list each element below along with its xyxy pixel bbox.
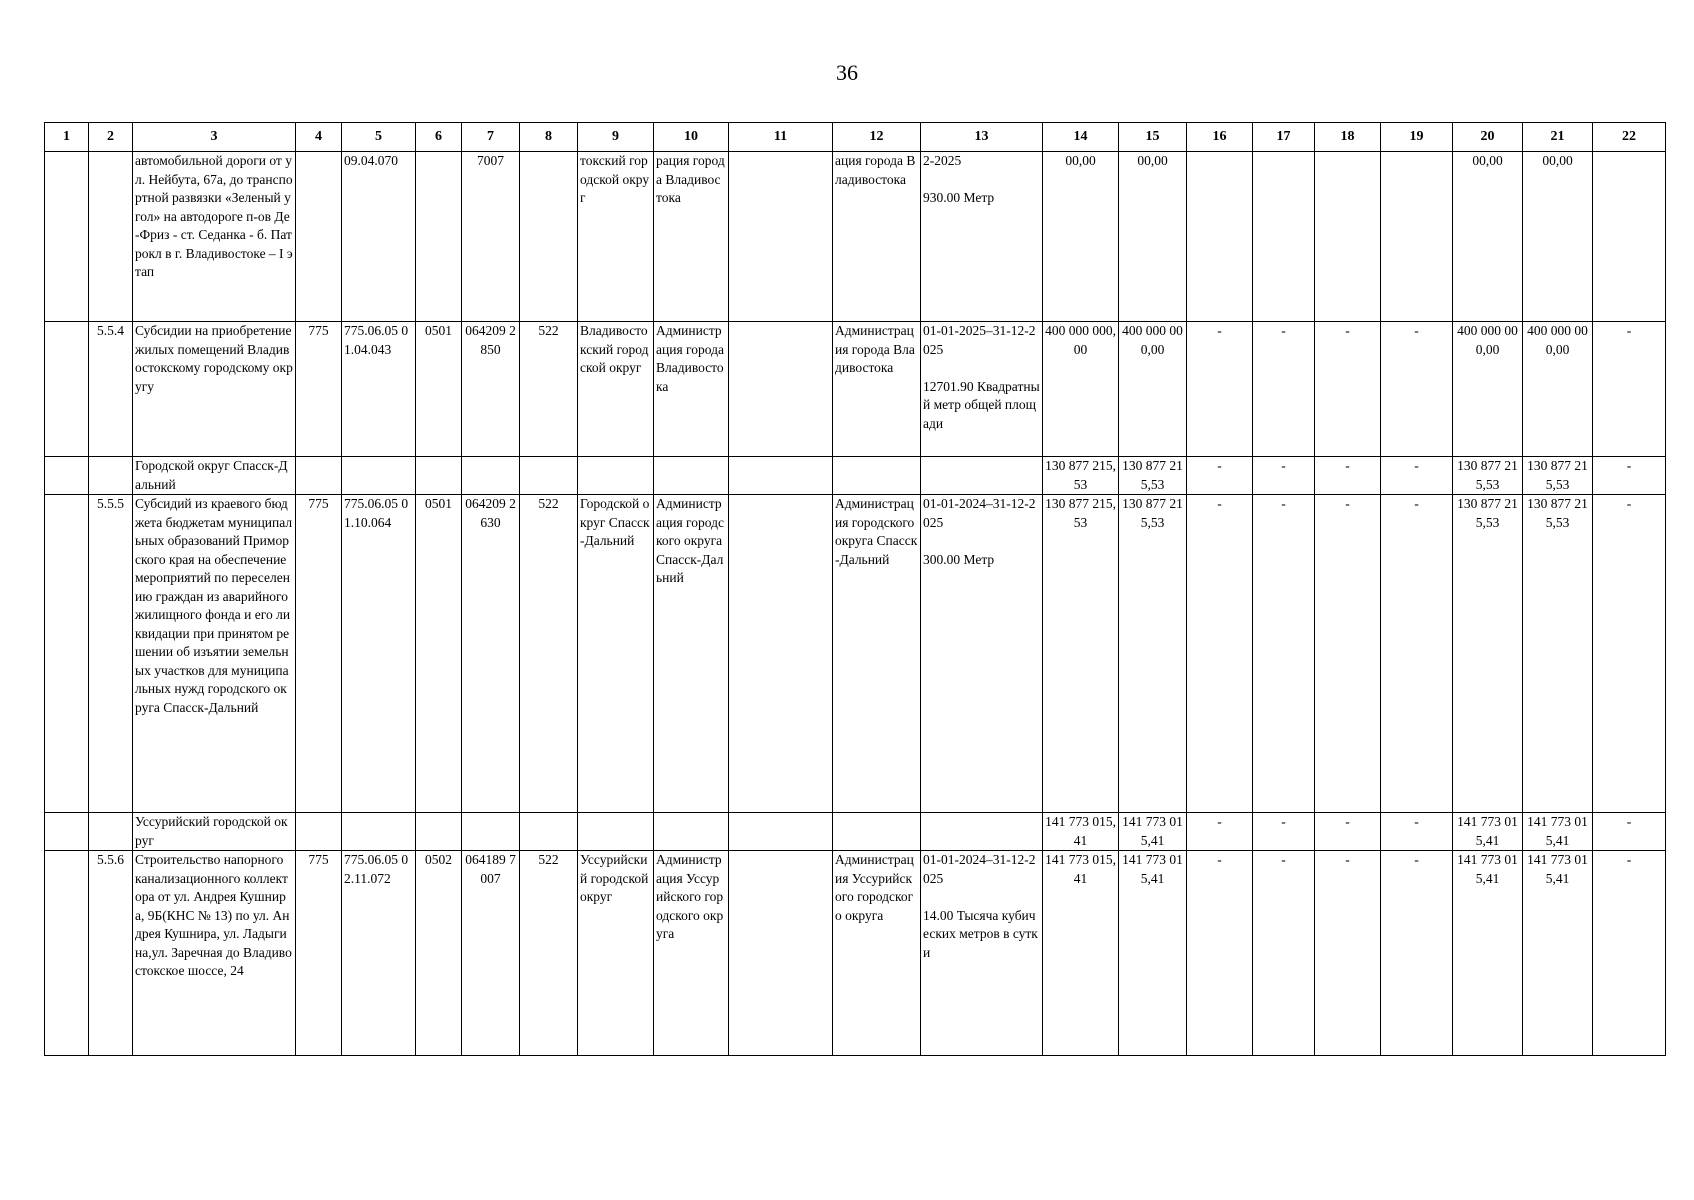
cell-col18: - [1315, 851, 1381, 1056]
cell-description: Субсидий из краевого бюджета бюджетам муниципальных образований Приморского края на обеспечение мероприятий по переселению граждан из аварийного жилищного фонда и его ликвидации при принятом решении об изъятии земельных участков для муниципальных нужд городского округа Спасск-Дальний [133, 495, 296, 813]
cell-item-number: 5.5.6 [89, 851, 133, 1056]
cell-col17: - [1253, 457, 1315, 495]
cell-col21: 400 000 000,00 [1523, 322, 1593, 457]
cell-col6: 0501 [416, 322, 462, 457]
cell-col22: - [1593, 457, 1666, 495]
cell-col19 [1381, 152, 1453, 322]
cell-col12 [833, 457, 921, 495]
cell-col17: - [1253, 851, 1315, 1056]
cell-col4: 775 [296, 322, 342, 457]
cell-col15: 00,00 [1119, 152, 1187, 322]
budget-table [44, 122, 1666, 1056]
cell-col20: 141 773 015,41 [1453, 813, 1523, 851]
cell-col5: 09.04.070 [342, 152, 416, 322]
cell-col19: - [1381, 457, 1453, 495]
cell-col8: 522 [520, 322, 578, 457]
cell-col18: - [1315, 322, 1381, 457]
column-header: 11 [729, 123, 833, 152]
table-row-subtotal [45, 457, 1666, 495]
column-header: 15 [1119, 123, 1187, 152]
column-header: 9 [578, 123, 654, 152]
cell-item-number [89, 813, 133, 851]
cell-col5: 775.06.05 02.11.072 [342, 851, 416, 1056]
cell-col4 [296, 152, 342, 322]
cell-description: Строительство напорного канализационного коллектора от ул. Андрея Кушнира, 9Б(КНС № 13) по ул. Андрея Кушнира, ул. Ладыгина,ул. Заречная до Владивостокское шоссе, 24 [133, 851, 296, 1056]
cell-col5 [342, 813, 416, 851]
table-row-subtotal [45, 813, 1666, 851]
cell-col16: - [1187, 495, 1253, 813]
cell-col5: 775.06.05 01.10.064 [342, 495, 416, 813]
cell-col14: 130 877 215,53 [1043, 457, 1119, 495]
cell-col12: Администрация Уссурийского городского округа [833, 851, 921, 1056]
column-header: 8 [520, 123, 578, 152]
cell-col9 [578, 457, 654, 495]
cell-col4: 775 [296, 495, 342, 813]
cell-col6 [416, 152, 462, 322]
cell-col8 [520, 152, 578, 322]
cell-col5: 775.06.05 01.04.043 [342, 322, 416, 457]
cell-col21: 130 877 215,53 [1523, 495, 1593, 813]
cell-col15: 141 773 015,41 [1119, 851, 1187, 1056]
cell-col19: - [1381, 813, 1453, 851]
cell-col14: 141 773 015,41 [1043, 851, 1119, 1056]
cell-item-number [89, 152, 133, 322]
cell-col20: 400 000 000,00 [1453, 322, 1523, 457]
cell-col20: 00,00 [1453, 152, 1523, 322]
cell-col22: - [1593, 813, 1666, 851]
cell-col22: - [1593, 322, 1666, 457]
cell-col14: 130 877 215,53 [1043, 495, 1119, 813]
column-header: 13 [921, 123, 1043, 152]
cell-col19: - [1381, 851, 1453, 1056]
cell-col10: Администрация Уссурийского городского округа [654, 851, 729, 1056]
cell-col9: Городской округ Спасск-Дальний [578, 495, 654, 813]
cell-col10: Администрация городского округа Спасск-Дальний [654, 495, 729, 813]
cell-description: Уссурийский городской округ [133, 813, 296, 851]
cell-col21: 141 773 015,41 [1523, 851, 1593, 1056]
cell-col14: 141 773 015,41 [1043, 813, 1119, 851]
column-header: 1 [45, 123, 89, 152]
cell-item-number [89, 457, 133, 495]
cell-col20: 130 877 215,53 [1453, 457, 1523, 495]
cell-col7 [462, 813, 520, 851]
cell-col7: 7007 [462, 152, 520, 322]
table-row [45, 495, 1666, 813]
cell-col6: 0502 [416, 851, 462, 1056]
cell-col12: Администрация городского округа Спасск-Дальний [833, 495, 921, 813]
column-header: 2 [89, 123, 133, 152]
cell-col8 [520, 457, 578, 495]
cell-col11 [729, 152, 833, 322]
cell-description: Городской округ Спасск-Дальний [133, 457, 296, 495]
cell-col10 [654, 457, 729, 495]
cell-col9: Уссурийский городской округ [578, 851, 654, 1056]
cell-col21: 141 773 015,41 [1523, 813, 1593, 851]
cell-col13: 2-2025 930.00 Метр [921, 152, 1043, 322]
column-header: 22 [1593, 123, 1666, 152]
column-header: 6 [416, 123, 462, 152]
cell-col11 [729, 457, 833, 495]
cell-col13 [921, 813, 1043, 851]
budget-table-container [44, 122, 1661, 1056]
cell-col8: 522 [520, 851, 578, 1056]
table-row [45, 152, 1666, 322]
cell-col4: 775 [296, 851, 342, 1056]
cell-col11 [729, 851, 833, 1056]
column-header: 3 [133, 123, 296, 152]
column-header: 14 [1043, 123, 1119, 152]
cell-col7: 064209 2850 [462, 322, 520, 457]
cell-col7: 064209 2630 [462, 495, 520, 813]
cell-col15: 130 877 215,53 [1119, 495, 1187, 813]
cell-col22 [1593, 152, 1666, 322]
cell-col6: 0501 [416, 495, 462, 813]
cell-col13: 01-01-2025–31-12-2025 12701.90 Квадратный метр общей площади [921, 322, 1043, 457]
cell-item-number: 5.5.4 [89, 322, 133, 457]
cell-col22: - [1593, 495, 1666, 813]
column-header: 12 [833, 123, 921, 152]
cell-col10: Администрация города Владивостока [654, 322, 729, 457]
cell-col15: 400 000 000,00 [1119, 322, 1187, 457]
cell-col20: 141 773 015,41 [1453, 851, 1523, 1056]
column-header: 5 [342, 123, 416, 152]
cell-col11 [729, 495, 833, 813]
cell-col1 [45, 322, 89, 457]
cell-col15: 141 773 015,41 [1119, 813, 1187, 851]
cell-item-number: 5.5.5 [89, 495, 133, 813]
cell-col13: 01-01-2024–31-12-2025 14.00 Тысяча кубических метров в сутки [921, 851, 1043, 1056]
cell-col1 [45, 813, 89, 851]
cell-description: Субсидии на приобретение жилых помещений Владивостокскому городскому округу [133, 322, 296, 457]
cell-col18 [1315, 152, 1381, 322]
cell-col13: 01-01-2024–31-12-2025 300.00 Метр [921, 495, 1043, 813]
column-header: 10 [654, 123, 729, 152]
cell-col4 [296, 813, 342, 851]
page-number: 36 [836, 60, 858, 85]
cell-col15: 130 877 215,53 [1119, 457, 1187, 495]
cell-col7 [462, 457, 520, 495]
cell-col13 [921, 457, 1043, 495]
cell-col14: 400 000 000,00 [1043, 322, 1119, 457]
cell-col18: - [1315, 813, 1381, 851]
column-header: 19 [1381, 123, 1453, 152]
header-row [45, 123, 1666, 152]
cell-col18: - [1315, 495, 1381, 813]
cell-col12: ация города Владивостока [833, 152, 921, 322]
cell-col6 [416, 457, 462, 495]
cell-col18: - [1315, 457, 1381, 495]
cell-col16: - [1187, 813, 1253, 851]
cell-col16 [1187, 152, 1253, 322]
column-header: 20 [1453, 123, 1523, 152]
cell-col21: 130 877 215,53 [1523, 457, 1593, 495]
cell-col21: 00,00 [1523, 152, 1593, 322]
cell-col6 [416, 813, 462, 851]
cell-col1 [45, 457, 89, 495]
table-row [45, 322, 1666, 457]
column-header: 16 [1187, 123, 1253, 152]
cell-col16: - [1187, 851, 1253, 1056]
cell-col9 [578, 813, 654, 851]
cell-col22: - [1593, 851, 1666, 1056]
column-header: 4 [296, 123, 342, 152]
cell-col5 [342, 457, 416, 495]
column-header: 21 [1523, 123, 1593, 152]
cell-col9: Владивостокский городской округ [578, 322, 654, 457]
cell-description: автомобильной дороги от ул. Нейбута, 67а, до транспортной развязки «Зеленый угол» на автодороге п-ов Де-Фриз - ст. Седанка - б. Патрокл в г. Владивостоке – I этап [133, 152, 296, 322]
cell-col9: токский городской округ [578, 152, 654, 322]
column-header: 18 [1315, 123, 1381, 152]
cell-col19: - [1381, 322, 1453, 457]
cell-col16: - [1187, 322, 1253, 457]
cell-col17: - [1253, 495, 1315, 813]
cell-col1 [45, 851, 89, 1056]
cell-col1 [45, 152, 89, 322]
column-header: 7 [462, 123, 520, 152]
cell-col17 [1253, 152, 1315, 322]
cell-col19: - [1381, 495, 1453, 813]
cell-col17: - [1253, 813, 1315, 851]
cell-col4 [296, 457, 342, 495]
cell-col11 [729, 813, 833, 851]
cell-col10: рация города Владивостока [654, 152, 729, 322]
cell-col7: 064189 7007 [462, 851, 520, 1056]
cell-col16: - [1187, 457, 1253, 495]
table-row [45, 851, 1666, 1056]
cell-col8: 522 [520, 495, 578, 813]
cell-col17: - [1253, 322, 1315, 457]
cell-col11 [729, 322, 833, 457]
cell-col1 [45, 495, 89, 813]
cell-col12 [833, 813, 921, 851]
cell-col14: 00,00 [1043, 152, 1119, 322]
cell-col20: 130 877 215,53 [1453, 495, 1523, 813]
cell-col10 [654, 813, 729, 851]
column-header: 17 [1253, 123, 1315, 152]
cell-col8 [520, 813, 578, 851]
cell-col12: Администрация города Владивостока [833, 322, 921, 457]
